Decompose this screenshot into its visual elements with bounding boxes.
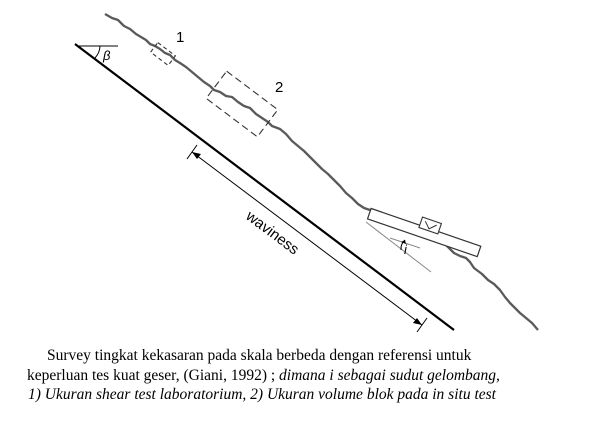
rough-joint-profile [105, 14, 538, 330]
figure-caption [0, 340, 606, 442]
beta-label: β [103, 48, 111, 63]
box-2-label: 2 [275, 79, 284, 96]
caption-line-2-normal: keperluan tes kuat geser, (Giani, 1992) ; [27, 367, 280, 384]
caption-line-2-italic: dimana i sebagai sudut gelombang, [279, 367, 500, 384]
box-1-label: 1 [176, 29, 185, 46]
waviness-label: waviness [242, 207, 303, 259]
caption-line-2 [27, 366, 500, 385]
reference-slope-line [75, 44, 454, 330]
caption-line-3: 1) Ukuran shear test laboratorium, 2) Ukuran volume blok pada in situ test [28, 386, 496, 403]
inclined-plate [368, 208, 481, 256]
angle-i-label: i [404, 242, 407, 257]
beta-arc [95, 46, 100, 58]
caption-line-1: Survey tingkat kekasaran pada skala berbeda dengan referensi untuk [47, 347, 472, 364]
